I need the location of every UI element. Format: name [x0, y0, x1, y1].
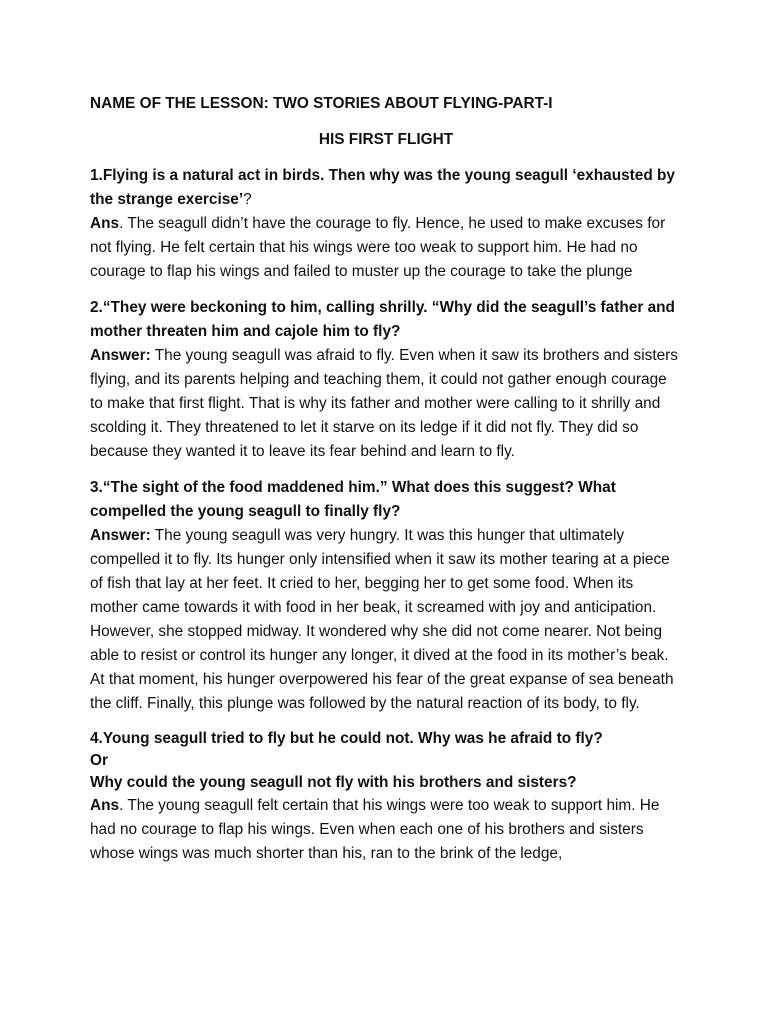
answer-3-text: The young seagull was very hungry. It was this hunger that ultimately compelled it to fly. Its hunger only intensified when it saw its mother tearing at a piece of fish that lay at her feet. It cried to her, begging her to get some food. When its mother came towards it with food in her beak, it screamed with joy and anticipation. However, she stopped midway. It wondered why she did not come nearer. Not being able to resist or control its hunger any longer, it dived at the food in its mother’s beak. At that moment, his hunger overpowered his fear of the great expanse of sea beneath the cliff. Finally, this plunge was followed by the natural reaction of its body, to fly.	[90, 527, 674, 712]
question-block-4	[90, 728, 682, 866]
answer-1-text: . The seagull didn’t have the courage to fly. Hence, he used to make excuses for not flying. He felt certain that his wings were too weak to support him. He had no courage to flap his wings and failed to muster up the courage to take the plunge	[90, 215, 666, 280]
question-4a: 4.Young seagull tried to fly but he could not. Why was he afraid to fly?	[90, 730, 603, 747]
answer-3-label: Answer:	[90, 527, 151, 544]
question-block-2	[90, 296, 682, 464]
document-page	[90, 92, 682, 878]
answer-3	[90, 524, 682, 716]
answer-1-label: Ans	[90, 215, 120, 232]
question-1-text: 1.Flying is a natural act in birds. Then why was the young seagull ‘exhausted by the strange exercise’	[90, 167, 675, 208]
question-block-1	[90, 164, 682, 284]
chapter-title: HIS FIRST FLIGHT	[318, 131, 454, 148]
answer-2-text: The young seagull was afraid to fly. Even when it saw its brothers and sisters flying, and its parents helping and teaching them, it could not gather enough courage to make that first flight. That is why its father and mother were calling to it shrilly and scolding it. They threatened to let it starve on its ledge if it did not fly. They did so because they wanted it to leave its fear behind and learn to fly.	[90, 347, 678, 460]
question-4b: Why could the young seagull not fly with his brothers and sisters?	[90, 774, 577, 791]
question-2: 2.“They were beckoning to him, calling shrilly. “Why did the seagull’s father and mother threaten him and cajole him to fly?	[90, 299, 675, 340]
answer-4-label: Ans	[90, 797, 120, 814]
question-1	[90, 164, 682, 212]
question-1-tail: ?	[243, 191, 252, 208]
question-block-3	[90, 476, 682, 716]
question-3: 3.“The sight of the food maddened him.” What does this suggest? What compelled the young seagull to finally fly?	[90, 479, 616, 520]
lesson-name: NAME OF THE LESSON: TWO STORIES ABOUT FLYING-PART-I	[90, 95, 553, 112]
answer-1	[90, 212, 682, 284]
answer-4	[90, 794, 682, 866]
answer-2-label: Answer:	[90, 347, 151, 364]
answer-4-text: . The young seagull felt certain that his wings were too weak to support him. He had no courage to flap his wings. Even when each one of his brothers and sisters whose wings was much shorter than his, ran to the brink of the ledge,	[90, 797, 660, 862]
question-4-or: Or	[90, 752, 108, 769]
answer-2	[90, 344, 682, 464]
